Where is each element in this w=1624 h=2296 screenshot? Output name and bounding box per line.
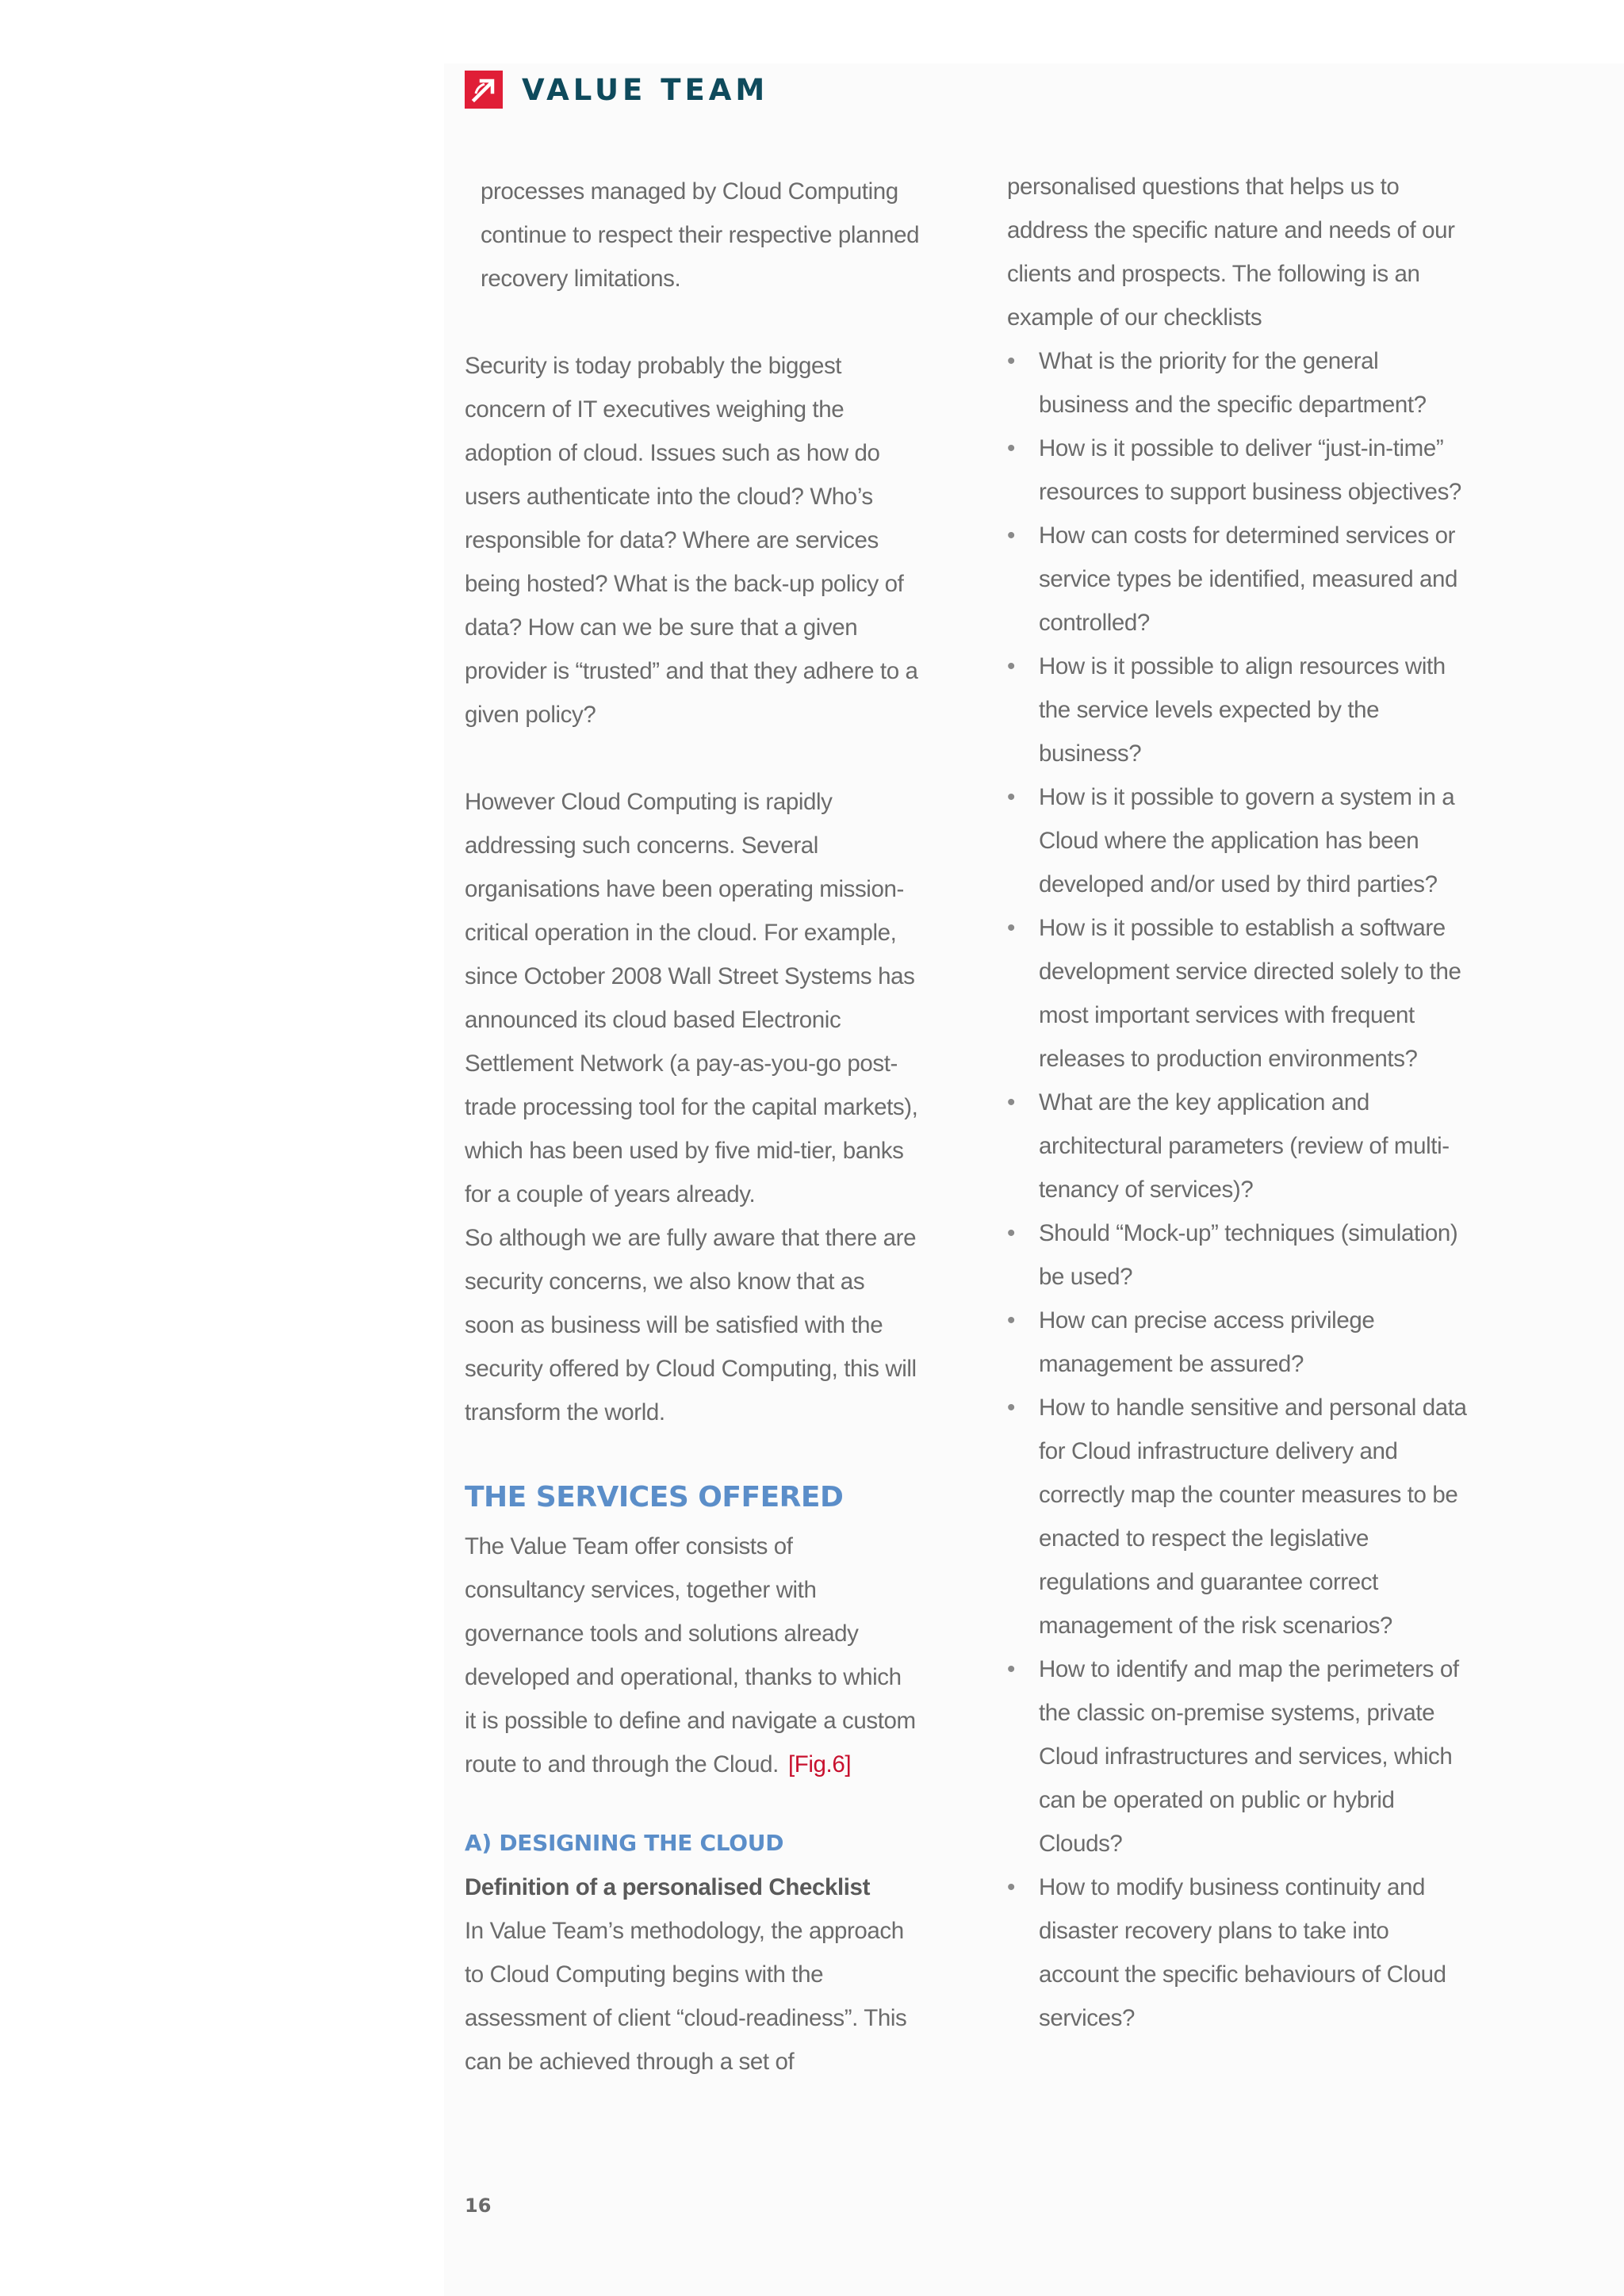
checklist-heading: Definition of a personalised Checklist [465, 1874, 870, 1900]
text-line: security concerns, we also know that as [465, 1269, 865, 1295]
text-line: address the specific nature and needs of our [1007, 217, 1455, 243]
text-line: regulations and guarantee correct [1039, 1569, 1378, 1595]
checklist [1007, 339, 1483, 2040]
bullet-icon: • [1007, 1307, 1015, 1334]
text-line: Clouds? [1039, 1831, 1123, 1857]
text-line: to Cloud Computing begins with the [465, 1961, 824, 1988]
bullet-icon: • [1007, 915, 1015, 941]
text-line: security offered by Cloud Computing, this will [465, 1356, 917, 1382]
text-line: developed and operational, thanks to which [465, 1664, 902, 1690]
left-column [465, 170, 940, 2084]
text-line: How to modify business continuity and [1039, 1874, 1425, 1900]
text-line: Cloud where the application has been [1039, 828, 1419, 854]
bullet-icon: • [1007, 784, 1015, 810]
checklist-item [1007, 1866, 1483, 2040]
bullet-icon: • [1007, 1220, 1015, 1246]
text-line: developed and/or used by third parties? [1039, 871, 1438, 897]
text-line: addressing such concerns. Several [465, 832, 818, 859]
bullet-icon: • [1007, 653, 1015, 679]
checklist-item [1007, 1647, 1483, 1866]
text-line: service types be identified, measured and [1039, 566, 1458, 592]
text-line: tenancy of services)? [1039, 1177, 1254, 1203]
text-line: recovery limitations. [481, 266, 681, 292]
bullet-icon: • [1007, 348, 1015, 374]
text-line: How to handle sensitive and personal data [1039, 1395, 1467, 1421]
text-line: So although we are fully aware that there are [465, 1225, 917, 1251]
text-line: provider is “trusted” and that they adhere to a [465, 658, 918, 684]
methodology-paragraph [465, 1909, 940, 2084]
text-line: The Value Team offer consists of [465, 1533, 793, 1559]
checklist-item [1007, 1211, 1483, 1299]
services-paragraph [465, 1525, 940, 1786]
text-line: continue to respect their respective planned [481, 222, 920, 248]
text-line: can be operated on public or hybrid [1039, 1787, 1395, 1813]
text-line: business and the specific department? [1039, 392, 1427, 418]
bullet-icon: • [1007, 1089, 1015, 1115]
checklist-item [1007, 1081, 1483, 1211]
text-line: disaster recovery plans to take into [1039, 1918, 1389, 1944]
text-line: for Cloud infrastructure delivery and [1039, 1438, 1398, 1464]
text-line: assessment of client “cloud-readiness”. This [465, 2005, 907, 2031]
text-line: example of our checklists [1007, 304, 1262, 331]
text-line: resources to support business objectives? [1039, 479, 1461, 505]
text-line: How can precise access privilege [1039, 1307, 1375, 1334]
text-line: processes managed by Cloud Computing [481, 178, 898, 205]
text-line: data? How can we be sure that a given [465, 614, 858, 641]
checklist-item [1007, 906, 1483, 1081]
text-line: How is it possible to align resources with [1039, 653, 1446, 679]
right-column [1007, 170, 1483, 2040]
checklist-item [1007, 427, 1483, 514]
text-line: the service levels expected by the [1039, 697, 1380, 723]
text-line: How can costs for determined services or [1039, 522, 1456, 549]
text-line: most important services with frequent [1039, 1002, 1415, 1028]
text-line: critical operation in the cloud. For example, [465, 920, 897, 946]
checklist-item [1007, 645, 1483, 775]
subsection-title-designing: A) DESIGNING THE CLOUD [465, 1830, 784, 1856]
figure-reference-link[interactable]: [Fig.6] [787, 1751, 852, 1777]
bullet-icon: • [1007, 1874, 1015, 1900]
text-line: adoption of cloud. Issues such as how do [465, 440, 880, 466]
text-line: personalised questions that helps us to [1007, 174, 1400, 200]
text-line: since October 2008 Wall Street Systems has [465, 963, 915, 989]
text-line: architectural parameters (review of multi- [1039, 1133, 1450, 1159]
text-line: consultancy services, together with [465, 1577, 817, 1603]
page-number: 16 [465, 2195, 492, 2217]
checklist-item [1007, 1386, 1483, 1647]
text-line: it is possible to define and navigate a custom [465, 1708, 916, 1734]
brand-name: VALUE TEAM [522, 72, 769, 107]
text-line: services? [1039, 2005, 1135, 2031]
text-line: What is the priority for the general [1039, 348, 1379, 374]
text-line: soon as business will be satisfied with the [465, 1312, 883, 1338]
text-line: What are the key application and [1039, 1089, 1369, 1115]
text-line: be used? [1039, 1264, 1133, 1290]
text-line: How is it possible to deliver “just-in-time” [1039, 435, 1444, 461]
text-line: How is it possible to govern a system in a [1039, 784, 1455, 810]
text-line: governance tools and solutions already [465, 1621, 859, 1647]
bullet-icon: • [1007, 435, 1015, 461]
checklist-item [1007, 514, 1483, 645]
bullet-icon: • [1007, 522, 1015, 549]
text-line: How is it possible to establish a software [1039, 915, 1446, 941]
text-line: However Cloud Computing is rapidly [465, 789, 833, 815]
section-title-services: THE SERVICES OFFERED [465, 1481, 844, 1513]
arrow-up-right-logo-icon [465, 71, 503, 109]
text-line: for a couple of years already. [465, 1181, 756, 1207]
text-line: business? [1039, 740, 1142, 767]
checklist-item [1007, 775, 1483, 906]
text-line: announced its cloud based Electronic [465, 1007, 841, 1033]
text-line: which has been used by five mid-tier, banks [465, 1138, 904, 1164]
text-line: Cloud infrastructures and services, which [1039, 1743, 1453, 1770]
page-header [465, 70, 768, 109]
text-line: releases to production environments? [1039, 1046, 1418, 1072]
text-line: controlled? [1039, 610, 1150, 636]
bullet-icon: • [1007, 1395, 1015, 1421]
bullet-icon: • [1007, 1656, 1015, 1682]
security-paragraph [465, 344, 940, 737]
intro-paragraph [465, 170, 940, 300]
text-line: responsible for data? Where are services [465, 527, 879, 553]
text-line: correctly map the counter measures to be [1039, 1482, 1458, 1508]
text-line-content: route to and through the Cloud. [465, 1751, 779, 1777]
text-line: development service directed solely to the [1039, 959, 1461, 985]
text-line: management be assured? [1039, 1351, 1304, 1377]
text-line: organisations have been operating mission- [465, 876, 904, 902]
text-line: Security is today probably the biggest [465, 353, 842, 379]
text-line: In Value Team’s methodology, the approach [465, 1918, 904, 1944]
text-line: Settlement Network (a pay-as-you-go post- [465, 1050, 898, 1077]
checklist-item [1007, 1299, 1483, 1386]
text-line: account the specific behaviours of Cloud [1039, 1961, 1446, 1988]
text-line: trade processing tool for the capital markets), [465, 1094, 918, 1120]
text-line [465, 1743, 940, 1786]
checklist-intro [1007, 165, 1483, 339]
text-line: How to identify and map the perimeters of [1039, 1656, 1459, 1682]
however-paragraph [465, 780, 940, 1434]
text-line: being hosted? What is the back-up policy of [465, 571, 904, 597]
text-line: Should “Mock-up” techniques (simulation) [1039, 1220, 1458, 1246]
checklist-item [1007, 339, 1483, 427]
text-line: concern of IT executives weighing the [465, 396, 845, 423]
text-line: transform the world. [465, 1399, 665, 1425]
text-line: enacted to respect the legislative [1039, 1525, 1369, 1552]
text-line: the classic on-premise systems, private [1039, 1700, 1435, 1726]
text-line: can be achieved through a set of [465, 2049, 795, 2075]
text-line: clients and prospects. The following is an [1007, 261, 1420, 287]
text-line: users authenticate into the cloud? Who’s [465, 484, 873, 510]
text-line: management of the risk scenarios? [1039, 1613, 1392, 1639]
text-line: given policy? [465, 702, 596, 728]
